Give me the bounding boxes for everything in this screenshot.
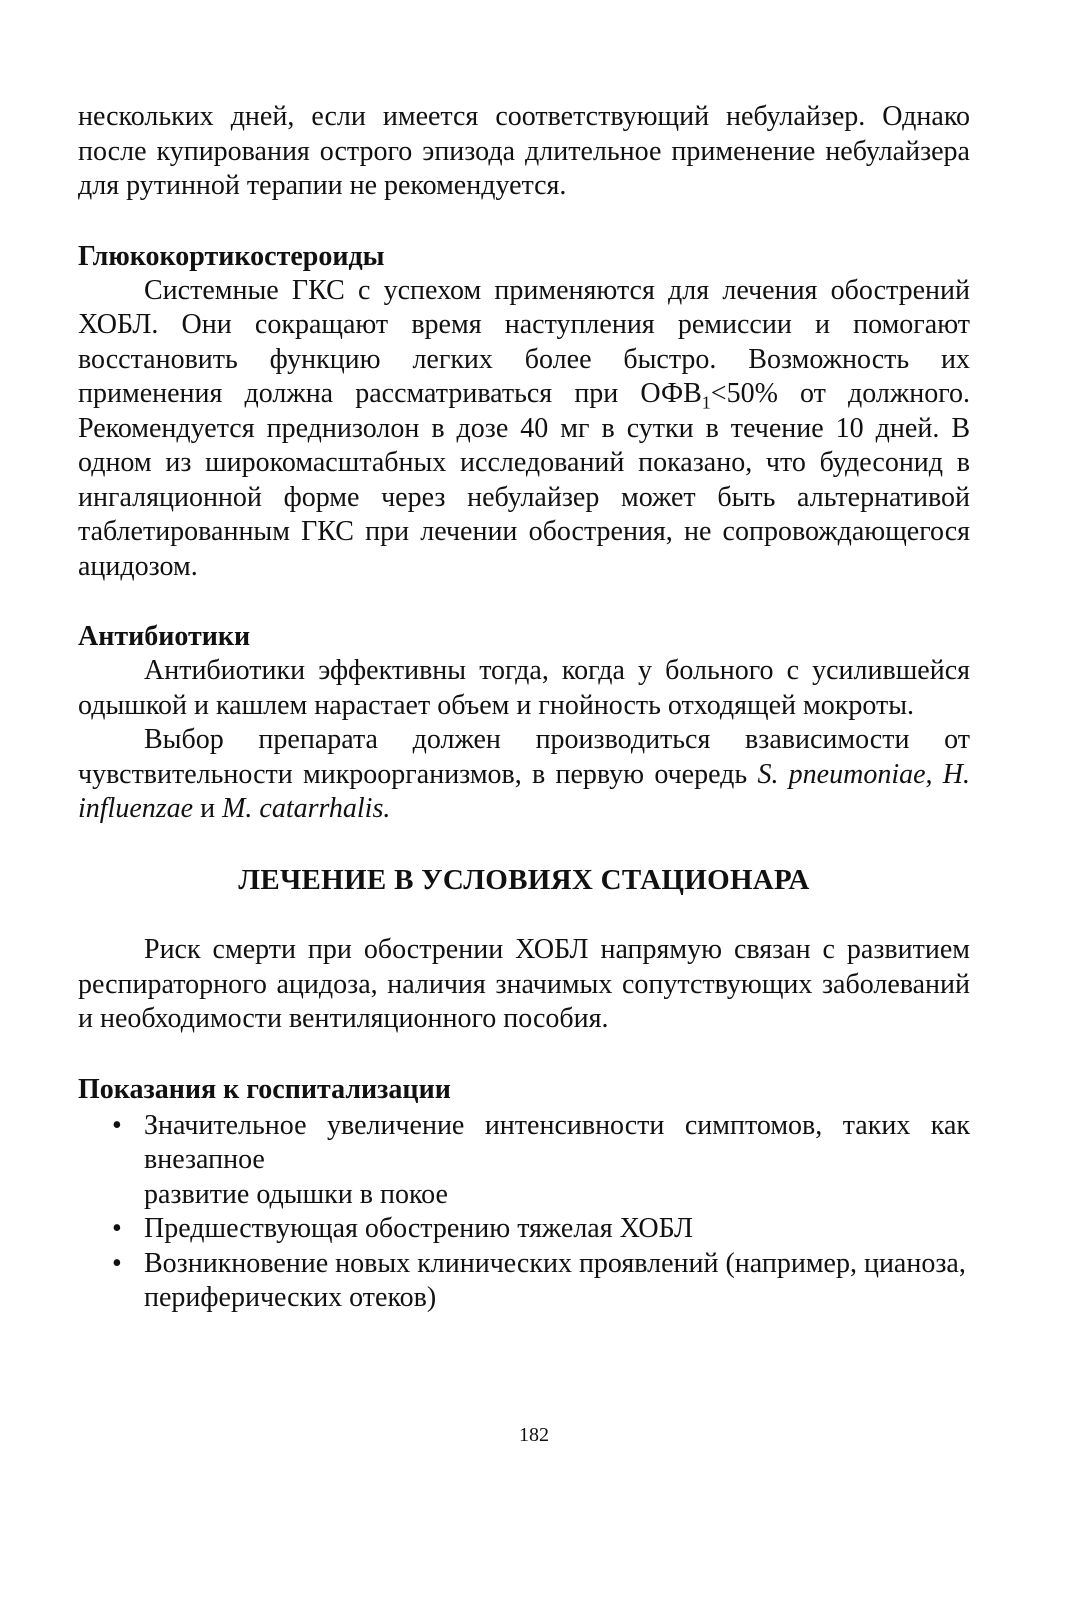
list-item [78, 1212, 970, 1247]
antibiotics-p2-text: Выбор препарата должен производиться взависимости от чувствительности микроорганизмов, в первую очередь [78, 724, 970, 790]
organism-names-2: M. catarrhalis. [222, 793, 391, 824]
antibiotics-p2-and: и [193, 793, 223, 824]
organism-names-1: S. pneumoniae, H. influenzae [78, 758, 971, 824]
list-item [78, 1109, 970, 1213]
bullet-icon: • [112, 1213, 122, 1244]
list-item-text: Значительное увеличение интенсивности симптомов, таких как внезапное [144, 1109, 970, 1175]
gks-section [78, 240, 970, 585]
gks-paragraph [78, 274, 970, 585]
indications-list [78, 1109, 970, 1316]
document-page [78, 100, 970, 1316]
gks-heading: Глюкокортикостероиды [78, 240, 385, 272]
bullet-icon: • [112, 1109, 122, 1141]
section-title: ЛЕЧЕНИЕ В УСЛОВИЯХ СТАЦИОНАРА [238, 863, 810, 896]
page-number: 182 [519, 1424, 549, 1446]
bullet-icon: • [112, 1247, 122, 1279]
list-item-continuation: периферических отеков) [144, 1282, 437, 1313]
antibiotics-section [78, 620, 970, 827]
gks-text-end: <50% от должного. Рекомендуется преднизолон в дозе 40 мг в сутки в течение 10 дней. В одном из широкомасштабных исследований показано, что будесонид в ингаляционной форме через небулайзер может быть альтернативой таблетированным ГКС при лечении обострения, не сопровождающегося ацидозом. [78, 378, 970, 582]
hospital-paragraph: Риск смерти при обострении ХОБЛ напрямую связан с развитием респираторного ацидоза, наличия значимых сопутствующих заболеваний и необходимости вентиляционного пособия. [78, 934, 970, 1034]
list-item-text: Предшествующая обострению тяжелая ХОБЛ [144, 1213, 694, 1244]
list-item-continuation: развитие одышки в покое [144, 1178, 448, 1210]
gks-subscript: 1 [701, 392, 711, 413]
list-item-text: Возникновение новых клинических проявлений (например, цианоза, [144, 1247, 966, 1279]
list-item [78, 1247, 970, 1316]
intro-paragraph: нескольких дней, если имеется соответствующий небулайзер. Однако после купирования острого эпизода длительное применение небулайзера для рутинной терапии не рекомендуется. [78, 101, 970, 201]
antibiotics-paragraph-2 [78, 723, 970, 827]
indications-heading: Показания к госпитализации [78, 1073, 451, 1105]
antibiotics-paragraph-1: Антибиотики эффективны тогда, когда у больного с усилившейся одышкой и кашлем нарастает объем и гнойность отходящей мокроты. [78, 655, 970, 721]
antibiotics-heading: Антибиотики [78, 621, 251, 652]
gks-text-start: Системные ГКС с успехом применяются для лечения обострений ХОБЛ. Они сокращают время наступления ремиссии и помогают восстановить функцию легких более быстро. Возможность их применения должна рассматриваться при ОФВ [78, 274, 970, 409]
indications-section [78, 1073, 970, 1316]
